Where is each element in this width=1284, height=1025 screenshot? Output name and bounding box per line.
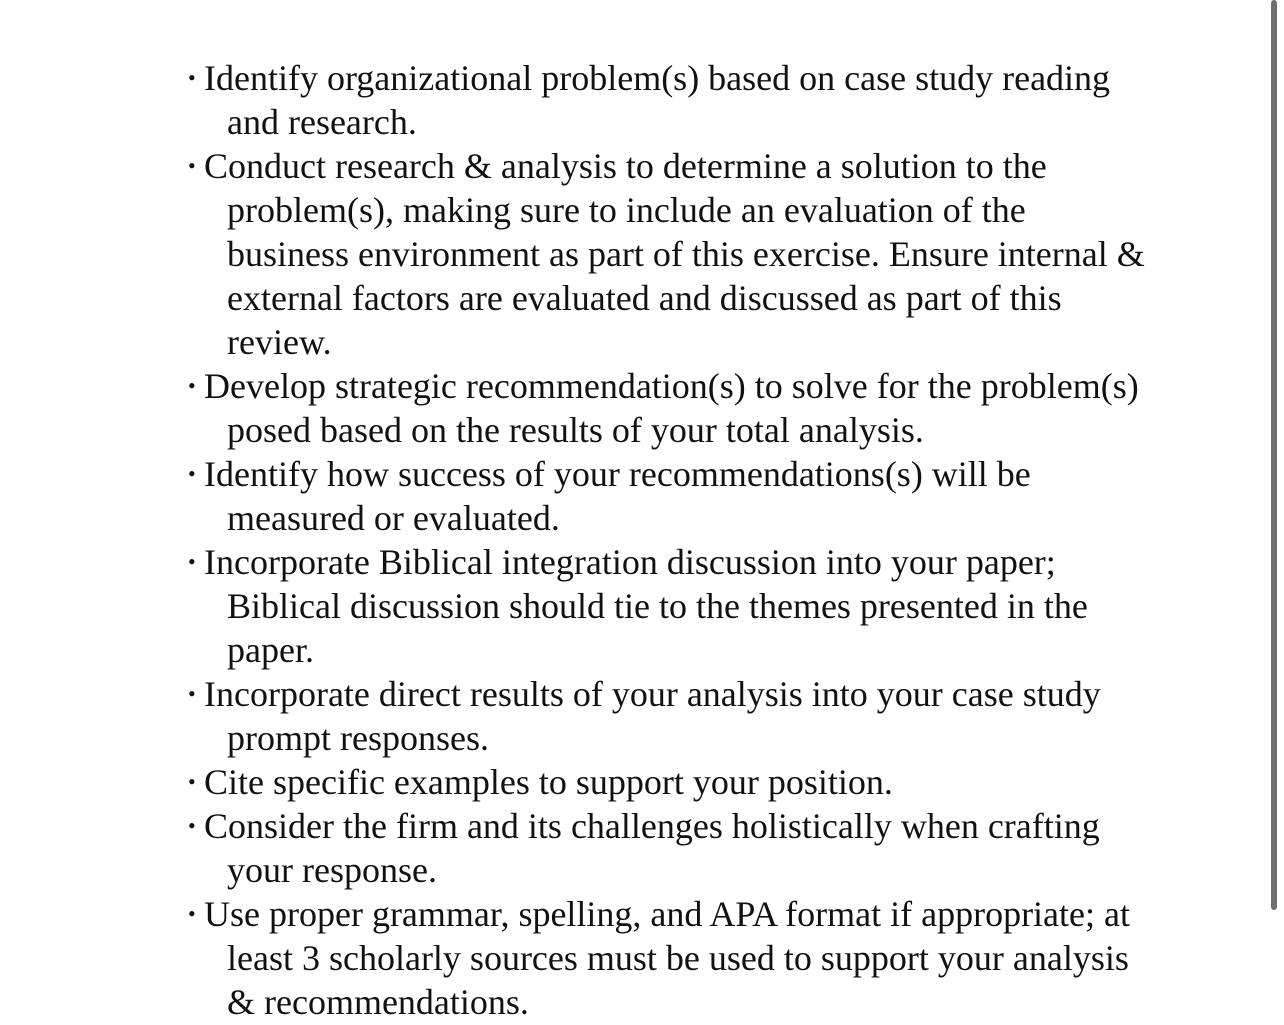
bullet-icon: • xyxy=(188,461,196,486)
bullet-icon: • xyxy=(188,153,196,178)
list-item-text: Develop strategic recommendation(s) to solve for the problem(s) posed based on the results of your total analysis. xyxy=(204,366,1139,450)
list-item xyxy=(188,56,1148,144)
list-item xyxy=(188,540,1148,672)
list-item xyxy=(188,804,1148,892)
list-item-text: Consider the firm and its challenges holistically when crafting your response. xyxy=(204,806,1100,890)
list-item-text: Use proper grammar, spelling, and APA format if appropriate; at least 3 scholarly sources must be used to support your analysis & recommendations. xyxy=(204,894,1130,1022)
list-item-text: Identify organizational problem(s) based on case study reading and research. xyxy=(204,58,1111,142)
list-item xyxy=(188,892,1148,1024)
bullet-icon: • xyxy=(188,65,196,90)
bullet-icon: • xyxy=(188,681,196,706)
document-body xyxy=(188,56,1148,1024)
list-item-text: Incorporate direct results of your analysis into your case study prompt responses. xyxy=(204,674,1101,758)
list-item xyxy=(188,144,1148,364)
list-item-text: Identify how success of your recommendations(s) will be measured or evaluated. xyxy=(204,454,1031,538)
vertical-scrollbar[interactable] xyxy=(1271,0,1277,910)
list-item-text: Cite specific examples to support your position. xyxy=(204,762,893,802)
requirements-list xyxy=(188,56,1148,1024)
bullet-icon: • xyxy=(188,769,196,794)
list-item xyxy=(188,452,1148,540)
list-item xyxy=(188,672,1148,760)
list-item-text: Conduct research & analysis to determine a solution to the problem(s), making sure to include an evaluation of the business environment as part of this exercise. Ensure internal & external factors are evaluated and discussed as part of this review. xyxy=(204,146,1145,362)
list-item xyxy=(188,364,1148,452)
bullet-icon: • xyxy=(188,549,196,574)
bullet-icon: • xyxy=(188,901,196,926)
bullet-icon: • xyxy=(188,813,196,838)
bullet-icon: • xyxy=(188,373,196,398)
list-item-text: Incorporate Biblical integration discussion into your paper; Biblical discussion should tie to the themes presented in the paper. xyxy=(204,542,1088,670)
list-item xyxy=(188,760,1148,804)
